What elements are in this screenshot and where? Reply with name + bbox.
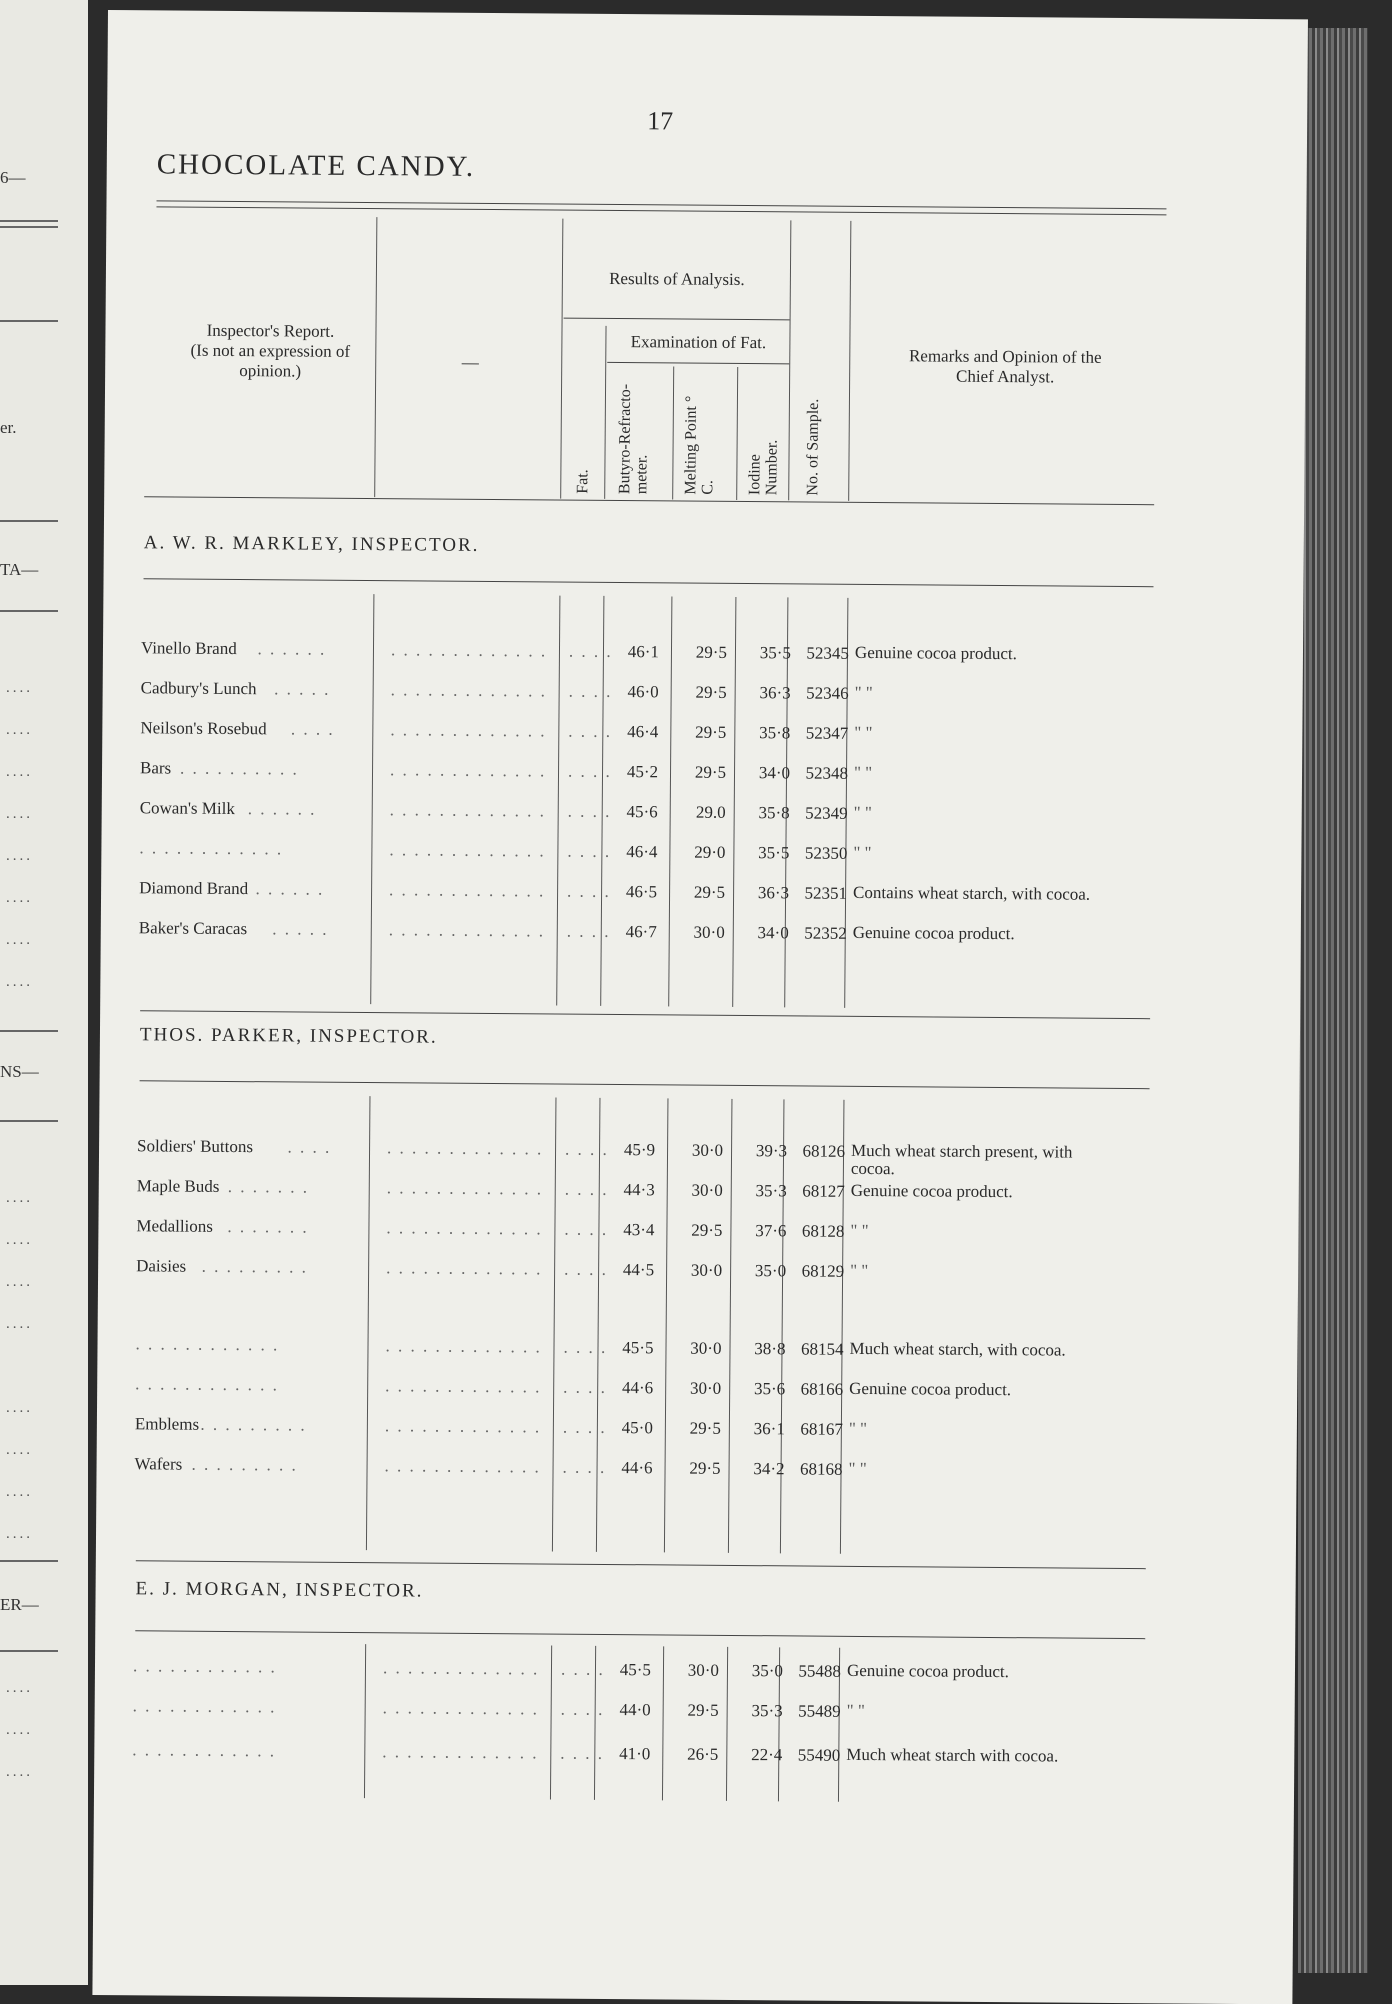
table-row	[97, 1374, 1247, 1413]
remark-text: " "	[853, 802, 872, 823]
section-heading: THOS. PARKER, INSPECTOR.	[139, 1024, 438, 1048]
divider	[0, 220, 58, 222]
remark-text: " "	[846, 1700, 865, 1720]
melting-value: 38·8	[754, 1339, 786, 1359]
melting-value: 35·8	[759, 723, 791, 743]
leader-dots: . . . .	[562, 1417, 607, 1437]
exam-fat-rule	[607, 362, 789, 364]
table-row	[98, 1256, 1248, 1295]
product-name: Cadbury's Lunch	[140, 678, 257, 699]
sample-number: 68154	[800, 1339, 844, 1359]
remark-text: Much wheat starch, with cocoa.	[849, 1338, 1066, 1360]
inspector-report-label: Inspector's Report.	[206, 320, 335, 341]
leader-dots: . . . . . . . . . . . . .	[386, 1138, 544, 1159]
melting-value: 36·3	[757, 883, 790, 903]
leader-dots: . . . .	[560, 1659, 605, 1679]
butyro-value: 30·0	[687, 1660, 720, 1680]
fat-value: 46·0	[627, 682, 659, 702]
sample-number: 68166	[800, 1379, 844, 1399]
leader-dots: . . . .	[567, 841, 612, 861]
divider	[0, 1560, 58, 1562]
product-name: Cowan's Milk	[139, 798, 235, 819]
leader-dots: . . . .	[290, 719, 335, 739]
product-name: Bars	[139, 758, 172, 778]
dash-column-header: —	[461, 352, 479, 372]
melting-value: 35·0	[751, 1661, 784, 1681]
sample-number: 52346	[806, 683, 849, 703]
butyro-value: 30·0	[691, 1180, 723, 1200]
leader-dots: . . . . . . . . .	[201, 1256, 308, 1277]
column-separator	[736, 367, 738, 500]
remark-text: " "	[854, 722, 873, 743]
leader-dots: . . . . . . . . . . . . .	[390, 720, 547, 741]
leader-dots: . . . .	[567, 801, 612, 821]
leader-dots: . . . . . . . . . . . .	[132, 1696, 277, 1717]
product-name: Diamond Brand	[139, 878, 249, 899]
butyro-value: 29·5	[687, 1700, 719, 1720]
leader-dots: . . . . . . . . . . . .	[132, 1740, 277, 1761]
fat-value: 45·6	[626, 802, 658, 822]
leader-dots: . . . .	[562, 1457, 607, 1477]
table-row	[101, 918, 1251, 957]
product-name: Neilson's Rosebud	[140, 718, 267, 739]
facing-page: 6— er. TA— .... .... .... .... .... .... .... .... NS— .... .... .... .... .... .... .... .... ER— .... .... ....	[0, 0, 88, 1985]
leader-dots: . . . . . . .	[227, 1176, 310, 1197]
table-row	[102, 718, 1252, 757]
leader-dots: . . . . . . . . . . . . .	[389, 880, 546, 901]
remark-text: " "	[850, 1220, 869, 1241]
remark-text: Genuine cocoa product.	[846, 1660, 1009, 1682]
melting-value: 36·3	[759, 683, 791, 703]
leader-dots: . . . . . . .	[227, 1216, 309, 1237]
melting-value: 35·8	[758, 803, 790, 823]
leader-dots: . . . . . . . . . . . . .	[384, 1456, 541, 1477]
leader-dots: . . . . .	[274, 679, 331, 699]
exam-fat-header: Examination of Fat.	[630, 332, 767, 353]
remark-text: " "	[854, 682, 873, 703]
leader-dots: . . . .	[567, 761, 612, 781]
fat-value: 46·5	[625, 882, 658, 902]
butyro-value: 30·0	[691, 1140, 724, 1160]
remark-text: Genuine cocoa product.	[850, 1180, 1013, 1202]
sample-number: 68127	[802, 1181, 845, 1201]
fat-value: 44·5	[622, 1260, 655, 1280]
table-row	[103, 638, 1253, 677]
facing-page-fragment: TA—	[0, 560, 39, 579]
melting-value: 35·5	[758, 843, 790, 863]
leader-dots: . . . . . . . . . . . . .	[382, 1742, 539, 1763]
butyro-value: 29.0	[695, 802, 726, 822]
melting-value: 35·3	[755, 1181, 787, 1201]
table-row	[95, 1696, 1245, 1735]
divider	[0, 520, 58, 522]
melting-value: 39·3	[755, 1141, 788, 1161]
leader-dots: . . . . . . . . . . . . .	[385, 1376, 542, 1397]
product-name: Vinello Brand	[140, 638, 237, 659]
sample-number: 55490	[797, 1745, 841, 1765]
leader-dots: . . . . . . . . . . . .	[132, 1656, 277, 1677]
remarks-header: Remarks and Opinion of the Chief Analyst.	[908, 346, 1102, 387]
fat-value: 44·0	[619, 1700, 651, 1720]
butyro-header: Butyro-Refracto-meter.	[616, 383, 651, 495]
remark-text: Much wheat starch present, with cocoa.	[850, 1140, 1073, 1179]
leader-dots: . . . .	[287, 1137, 332, 1157]
table-row	[97, 1414, 1247, 1453]
leader-dots: . . . .	[563, 1377, 608, 1397]
page-edge-stack	[1298, 28, 1368, 1973]
fat-value: 44·3	[623, 1180, 655, 1200]
sample-number: 52351	[804, 883, 848, 903]
butyro-value: 29·5	[693, 882, 726, 902]
table-row	[102, 798, 1252, 837]
divider	[0, 226, 58, 228]
page-number: 17	[647, 106, 674, 136]
remark-text: " "	[853, 842, 872, 863]
table-row	[94, 1740, 1244, 1779]
leader-dots: . . . .	[564, 1139, 609, 1159]
melting-value: 22·4	[751, 1745, 783, 1765]
butyro-value: 29·5	[689, 1418, 721, 1438]
sample-number: 52348	[805, 763, 849, 783]
melting-value: 34·0	[757, 923, 789, 943]
butyro-value: 30·0	[690, 1260, 723, 1280]
sample-number: 55488	[798, 1661, 842, 1681]
sample-number: 68168	[799, 1459, 843, 1479]
fat-value: 46·4	[627, 722, 659, 742]
remark-text: Contains wheat starch, with cocoa.	[853, 882, 1091, 904]
sample-number: 68128	[801, 1221, 845, 1241]
remark-text: Genuine cocoa product.	[854, 642, 1017, 664]
remark-text: Genuine cocoa product.	[849, 1378, 1012, 1400]
melting-value: 35·0	[754, 1261, 787, 1281]
leader-dots: . . . .	[560, 1743, 605, 1763]
remark-text: " "	[848, 1418, 868, 1439]
melting-value: 34·2	[753, 1459, 785, 1479]
leader-dots: . . . . . . . . . .	[179, 758, 299, 779]
divider	[0, 320, 58, 322]
leader-dots: . . . .	[566, 921, 611, 941]
sample-number: 52349	[805, 803, 848, 823]
leader-dots: . . . . . . . . . . . . .	[388, 920, 546, 941]
section-rule	[144, 578, 1154, 587]
facing-page-fragment: 6—	[0, 168, 26, 187]
sample-number: 68126	[802, 1141, 846, 1161]
product-name: Daisies	[136, 1256, 187, 1276]
leader-dots: . . . . . . . . . . . . .	[382, 1698, 539, 1719]
sample-number: 52345	[806, 643, 850, 663]
results-rule	[564, 318, 790, 321]
table-row	[96, 1454, 1246, 1493]
melting-value: 36·1	[753, 1419, 785, 1439]
section-rule	[135, 1630, 1145, 1639]
leader-dots: . . . . . .	[257, 639, 327, 659]
leader-dots: . . . . . . . . . . . . .	[385, 1336, 542, 1357]
inspector-report-header	[165, 320, 375, 382]
facing-page-fragment: er.	[0, 418, 17, 437]
leader-dots: . . . . . . . . . . . . .	[386, 1178, 544, 1199]
column-separator	[788, 220, 791, 500]
fat-value: 45·5	[619, 1660, 652, 1680]
sample-number: 68167	[800, 1419, 843, 1439]
divider	[0, 1650, 58, 1652]
column-separator	[848, 221, 851, 501]
product-name: Medallions	[136, 1216, 214, 1236]
fat-value: 46·1	[627, 642, 660, 662]
melting-value: 34·0	[758, 763, 791, 783]
table-row	[98, 1216, 1248, 1255]
leader-dots: . . . . . . . . . . . .	[135, 1374, 280, 1395]
results-header: Results of Analysis.	[609, 268, 745, 290]
fat-value: 45·2	[626, 762, 659, 782]
leader-dots: . . . .	[560, 1699, 605, 1719]
sample-number: 52352	[804, 923, 847, 943]
leader-dots: . . . .	[568, 721, 613, 741]
fat-value: 44·6	[621, 1458, 653, 1478]
divider	[0, 610, 58, 612]
butyro-value: 30·0	[689, 1378, 722, 1398]
butyro-value: 29·5	[691, 1220, 723, 1240]
butyro-value: 30·0	[693, 922, 725, 942]
butyro-value: 29·5	[695, 682, 727, 702]
butyro-value: 26·5	[687, 1744, 719, 1764]
product-name: Soldiers' Buttons	[137, 1136, 254, 1157]
section-rule	[140, 1010, 1150, 1019]
page-title: CHOCOLATE CANDY.	[156, 148, 476, 183]
table-row	[101, 878, 1251, 917]
butyro-value: 29·0	[694, 842, 726, 862]
leader-dots: . . . . . . . . . . . . .	[390, 640, 548, 661]
melting-value: 35·3	[751, 1701, 783, 1721]
leader-dots: . . . .	[567, 881, 611, 901]
section-rule	[136, 1560, 1146, 1569]
butyro-value: 29·5	[695, 642, 728, 662]
leader-dots: . . . .	[564, 1179, 609, 1199]
leader-dots: . . . . . . . . .	[191, 1454, 298, 1475]
column-separator	[560, 219, 563, 499]
fat-value: 46·4	[626, 842, 658, 862]
fat-header: Fat.	[574, 469, 592, 494]
butyro-value: 30·0	[690, 1338, 722, 1358]
column-separator	[604, 326, 606, 499]
document-page	[92, 10, 1308, 2004]
product-name: Baker's Caracas	[138, 918, 248, 939]
table-row	[99, 1136, 1249, 1179]
remark-text: " "	[853, 762, 873, 783]
leader-dots: . . . . . . . . . . . . .	[389, 800, 547, 821]
melting-value: 35·6	[753, 1379, 786, 1399]
fat-value: 45·5	[622, 1338, 654, 1358]
sample-number: 52347	[805, 723, 849, 743]
table-row	[101, 838, 1251, 877]
sample-no-header: No. of Sample.	[804, 398, 822, 496]
sample-number: 52350	[804, 843, 848, 863]
leader-dots: . . . . .	[272, 919, 329, 939]
leader-dots: . . . . . . . . . . . . .	[382, 1658, 540, 1679]
leader-dots: . . . . . . . . .	[200, 1414, 307, 1435]
section-heading: A. W. R. MARKLEY, INSPECTOR.	[143, 532, 480, 556]
butyro-value: 29·5	[694, 762, 727, 782]
divider	[0, 1030, 58, 1032]
facing-page-fragment: ER—	[0, 1595, 39, 1614]
leader-dots: . . . . . . . . . . . . .	[386, 1218, 543, 1239]
product-name: Maple Buds	[136, 1176, 220, 1196]
leader-dots: . . . . . . . . . . . . .	[389, 760, 547, 781]
leader-dots: . . . . . .	[247, 799, 317, 819]
table-row	[95, 1656, 1245, 1695]
table-row	[99, 1176, 1249, 1215]
table-row	[97, 1334, 1247, 1373]
remark-text: " "	[850, 1260, 869, 1281]
leader-dots: . . . . . . . . . . . .	[135, 1334, 280, 1355]
section-heading: E. J. MORGAN, INSPECTOR.	[135, 1578, 424, 1602]
butyro-value: 29·5	[695, 722, 727, 742]
melting-value: 35·5	[759, 643, 792, 663]
leader-dots: . . . . . .	[255, 879, 325, 899]
leader-dots: . . . .	[564, 1219, 609, 1239]
product-name: Emblems	[134, 1414, 200, 1434]
leader-dots: . . . . . . . . . . . . .	[384, 1416, 542, 1437]
leader-dots: . . . .	[568, 641, 613, 661]
fat-value: 43·4	[623, 1220, 655, 1240]
fat-value: 41·0	[619, 1744, 651, 1764]
butyro-value: 29·5	[689, 1458, 721, 1478]
leader-dots: . . . . . . . . . . . . .	[390, 680, 547, 701]
fat-value: 46·7	[625, 922, 657, 942]
inspector-note-label: (Is not an expression of opinion.)	[190, 340, 351, 381]
product-name: Wafers	[134, 1454, 183, 1474]
section-rule	[140, 1080, 1150, 1089]
remark-text: " "	[848, 1458, 867, 1479]
divider	[0, 1120, 58, 1122]
sample-number: 68129	[801, 1261, 845, 1281]
sample-number: 55489	[798, 1701, 841, 1721]
leader-dots: . . . .	[564, 1259, 608, 1279]
column-separator	[672, 366, 674, 499]
header-bottom-rule	[144, 496, 1154, 505]
table-row	[103, 678, 1253, 717]
leader-dots: . . . . . . . . . . . . .	[389, 840, 546, 861]
iodine-header: Iodine Number.	[746, 439, 781, 496]
melting-value: 37·6	[755, 1221, 787, 1241]
remark-text: Much wheat starch with cocoa.	[846, 1744, 1059, 1766]
leader-dots: . . . .	[563, 1337, 608, 1357]
fat-value: 45·0	[621, 1418, 653, 1438]
facing-page-fragment: NS—	[0, 1062, 39, 1081]
leader-dots: . . . . . . . . . . . . .	[386, 1258, 543, 1279]
fat-value: 44·6	[621, 1378, 654, 1398]
table-row	[102, 758, 1252, 797]
leader-dots: . . . . . . . . . . . .	[139, 838, 284, 859]
remark-text: Genuine cocoa product.	[852, 922, 1015, 944]
melting-header: Melting Point ° C.	[682, 395, 717, 495]
leader-dots: . . . .	[568, 681, 613, 701]
fat-value: 45·9	[623, 1140, 656, 1160]
